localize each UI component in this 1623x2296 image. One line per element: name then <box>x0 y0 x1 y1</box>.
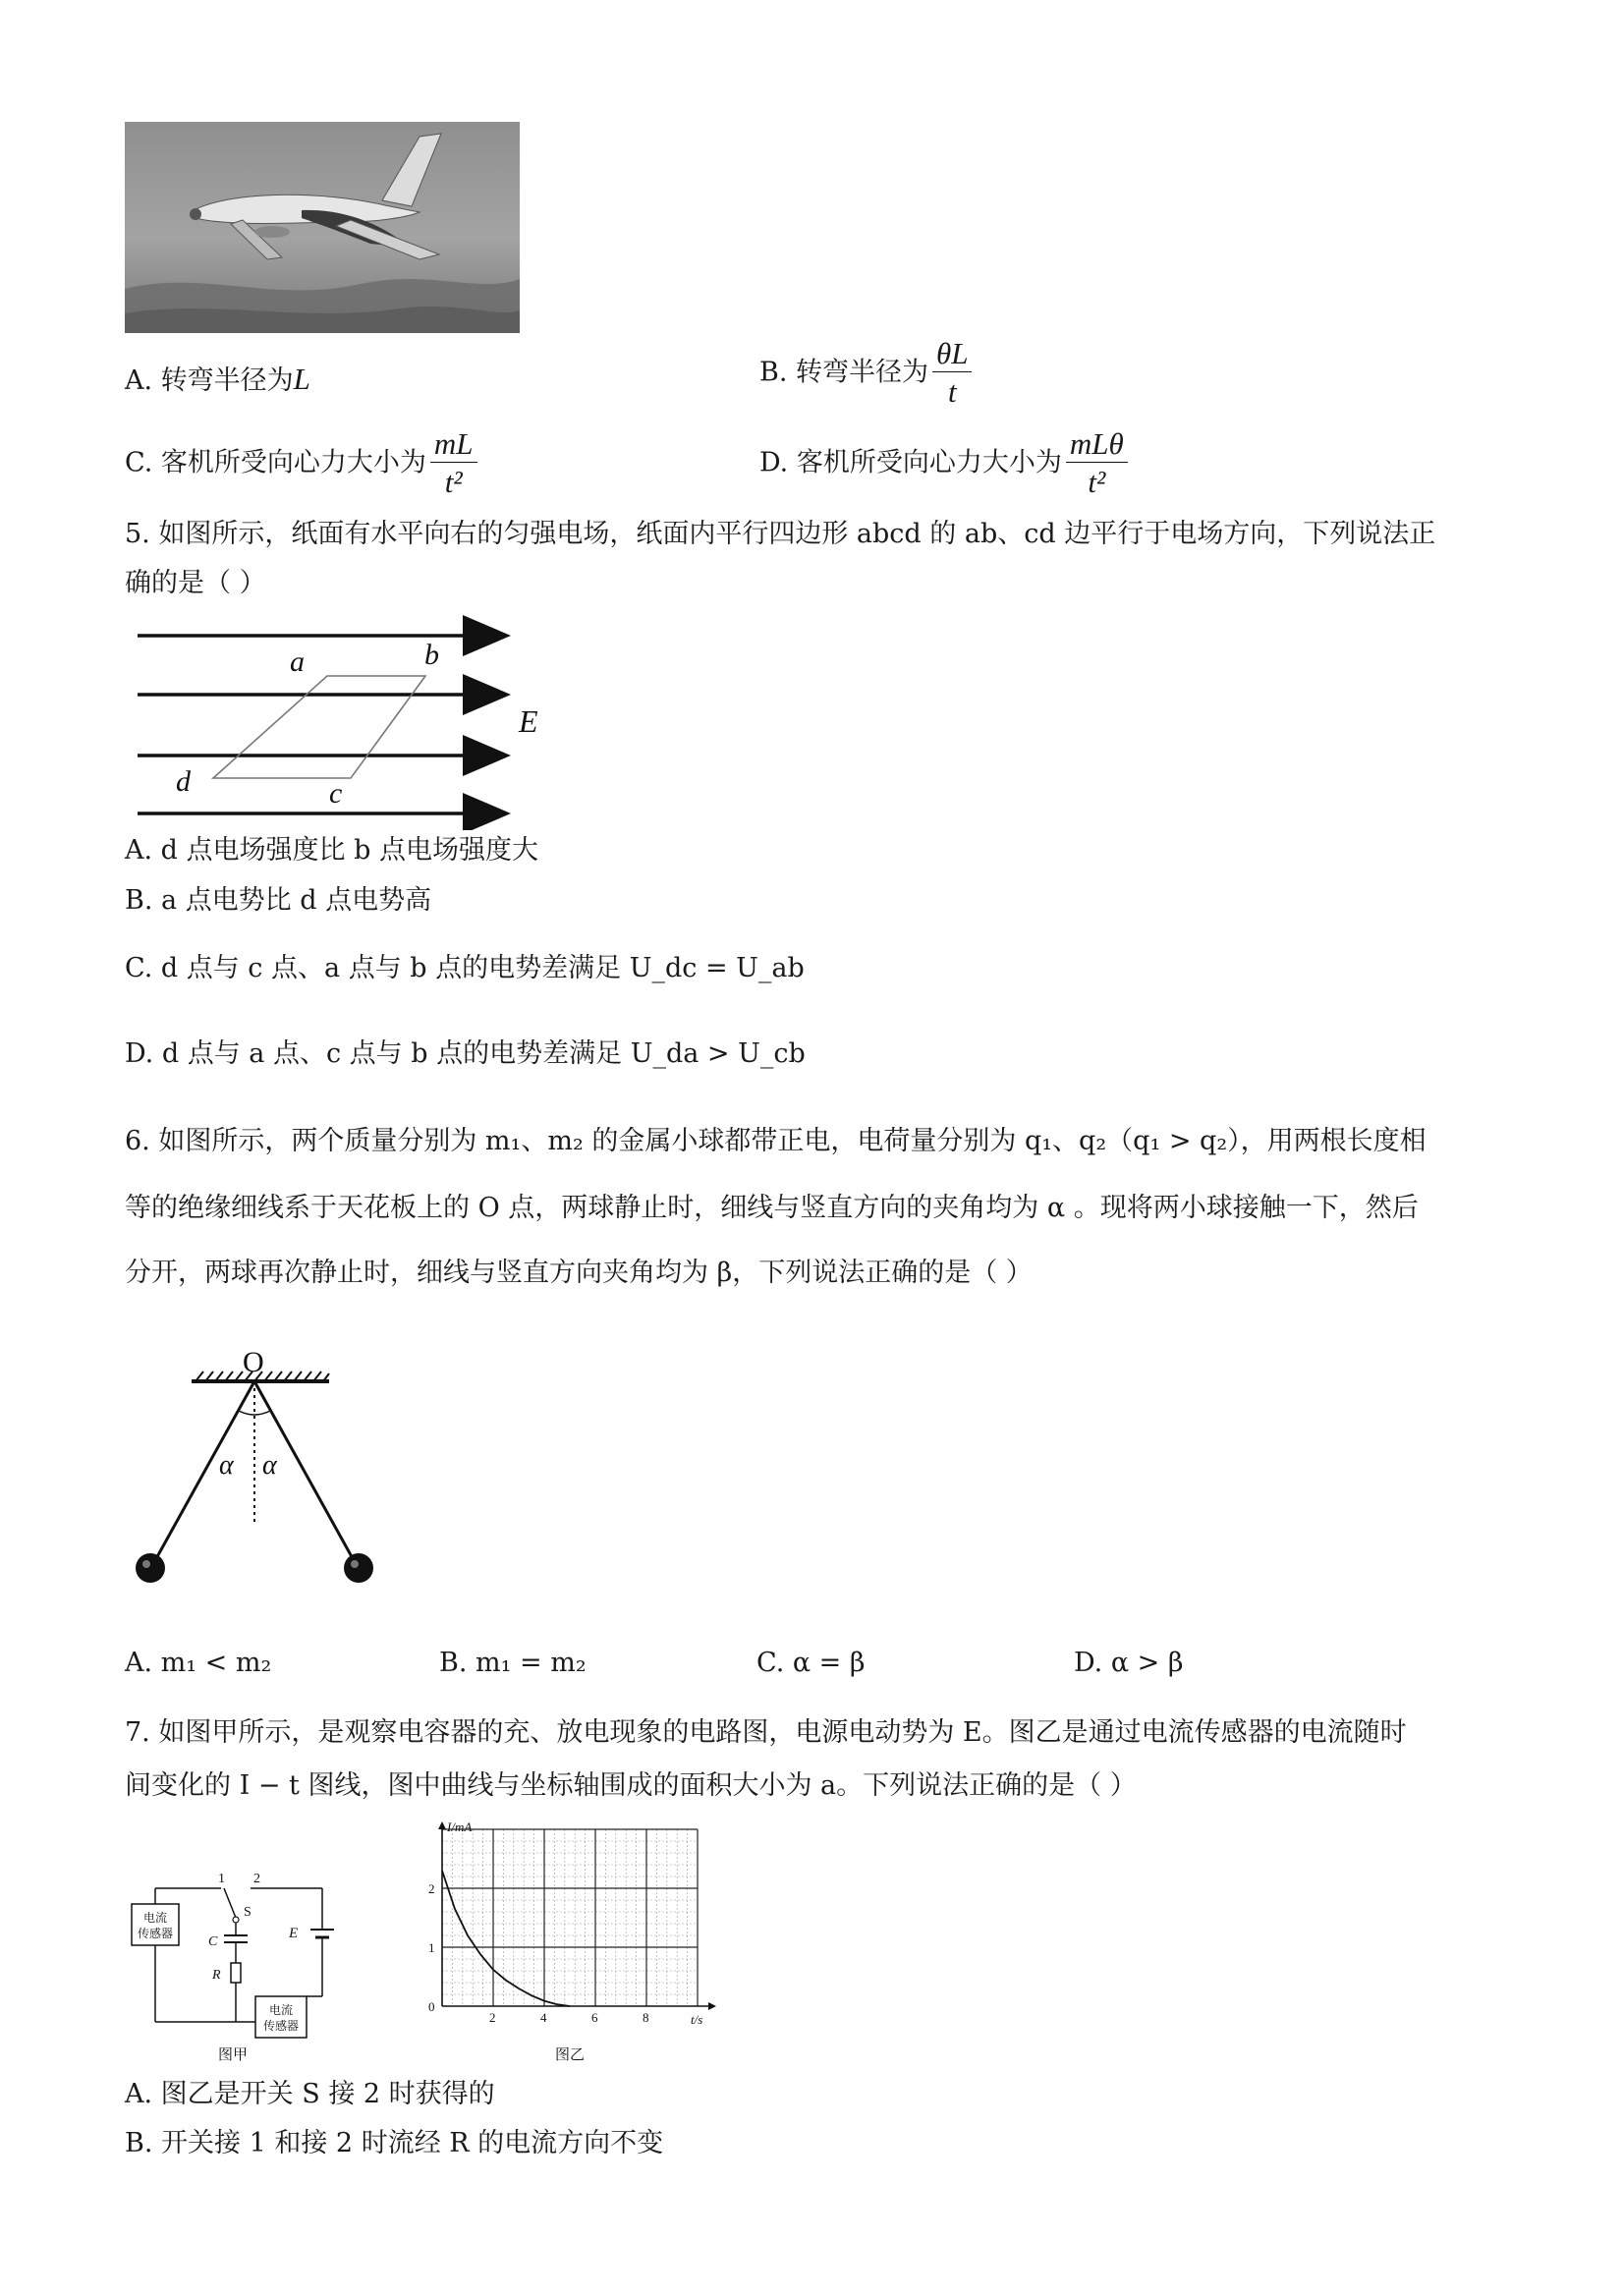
q6-option-b[interactable]: B. m₁ = m₂ <box>439 1648 587 1678</box>
q5-label-E: E <box>519 703 538 739</box>
q4-option-b[interactable] <box>759 338 976 407</box>
q7-sensor1-line1: 电流 <box>142 1911 168 1925</box>
chart-y-tick-label: 1 <box>428 1940 435 1955</box>
q4-option-c-denominator: t² <box>444 465 463 499</box>
q7-label-E: E <box>289 1926 299 1941</box>
q4-option-c-fraction <box>430 428 477 497</box>
q4-option-d-text: D. 客机所受向心力大小为 <box>759 447 1062 478</box>
chart-major-grid <box>442 1829 698 2006</box>
q4-option-d-fraction <box>1066 428 1128 497</box>
q4-option-a-text: A. 转弯半径为 <box>125 365 294 396</box>
chart-y-label: I/mA <box>447 1820 473 1834</box>
q4-option-a[interactable] <box>125 364 310 394</box>
q5-stem-line2: 确的是（ ） <box>125 568 266 598</box>
q7-sensor2-line1: 电流 <box>268 2003 294 2017</box>
q6-stem-line2: 等的绝缘细线系于天花板上的 O 点，两球静止时，细线与竖直方向的夹角均为 α 。现将两小球接触一下，然后 <box>125 1193 1419 1223</box>
chart-x-tick-label: 6 <box>591 2010 598 2025</box>
q5-option-b[interactable]: B. a 点电势比 d 点电势高 <box>125 885 432 916</box>
airplane-photo <box>125 122 520 333</box>
q6-option-c[interactable]: C. α = β <box>756 1648 866 1678</box>
q7-stem-line1: 7. 如图甲所示，是观察电容器的充、放电现象的电路图，电源电动势为 E。图乙是通过电流传感器的电流随时 <box>125 1717 1407 1748</box>
chart-x-tick-label: 2 <box>489 2010 496 2025</box>
chart-x-label: t/s <box>691 2012 703 2027</box>
q5-stem-line1: 5. 如图所示，纸面有水平向右的匀强电场，纸面内平行四边形 abcd 的 ab、cd 边平行于电场方向，下列说法正 <box>125 519 1436 549</box>
q7-option-b[interactable]: B. 开关接 1 和接 2 时流经 R 的电流方向不变 <box>125 2128 664 2158</box>
q7-sensor1-line2: 传感器 <box>137 1927 174 1940</box>
q4-option-c[interactable] <box>125 428 481 497</box>
q4-option-d-denominator: t² <box>1088 465 1106 499</box>
q4-option-d-numerator: mLθ <box>1066 428 1128 463</box>
q7-label-R: R <box>212 1968 221 1983</box>
chart-fine-grid <box>442 1829 698 2006</box>
q7-figure-jia-label: 图甲 <box>218 2047 249 2063</box>
chart-y-tick-label: 2 <box>428 1881 435 1896</box>
q5-label-c: c <box>329 777 343 810</box>
q5-label-b: b <box>424 639 439 671</box>
q5-option-d[interactable]: D. d 点与 a 点、c 点与 b 点的电势差满足 U_da > U_cb <box>125 1038 806 1069</box>
q7-figure-yi-label: 图乙 <box>555 2047 586 2063</box>
q4-option-b-text: B. 转弯半径为 <box>759 357 929 388</box>
q4-option-b-fraction <box>932 338 972 407</box>
q6-stem-line3: 分开，两球再次静止时，细线与竖直方向夹角均为 β，下列说法正确的是（ ） <box>125 1258 1033 1288</box>
q7-label-1: 1 <box>218 1872 225 1886</box>
q7-it-chart <box>418 1818 732 2063</box>
q6-stem-line1: 6. 如图所示，两个质量分别为 m₁、m₂ 的金属小球都带正电，电荷量分别为 q₁、q₂（q₁ > q₂），用两根长度相 <box>125 1126 1427 1156</box>
q6-alpha-right: α <box>262 1450 277 1481</box>
q7-sensor2-line2: 传感器 <box>262 2019 300 2033</box>
q5-option-a[interactable]: A. d 点电场强度比 b 点电场强度大 <box>125 835 538 866</box>
q7-stem-line2: 间变化的 I − t 图线，图中曲线与坐标轴围成的面积大小为 a。下列说法正确的是（ ） <box>125 1770 1137 1801</box>
q7-label-S: S <box>244 1905 252 1920</box>
q5-option-c[interactable]: C. d 点与 c 点、a 点与 b 点的电势差满足 U_dc = U_ab <box>125 953 805 983</box>
q6-label-O: O <box>243 1346 264 1378</box>
q7-option-a[interactable]: A. 图乙是开关 S 接 2 时获得的 <box>125 2079 495 2109</box>
q4-option-c-numerator: mL <box>430 428 477 463</box>
q7-label-C: C <box>208 1934 218 1949</box>
q4-option-d[interactable] <box>759 428 1132 497</box>
q4-option-c-text: C. 客机所受向心力大小为 <box>125 447 426 478</box>
chart-series-line <box>442 1871 570 2006</box>
q4-option-b-denominator: t <box>947 374 957 409</box>
chart-origin-label: 0 <box>428 1999 435 2014</box>
chart-x-tick-label: 8 <box>643 2010 649 2025</box>
q6-alpha-left: α <box>219 1450 234 1481</box>
q5-label-d: d <box>176 765 191 798</box>
q5-field-figure <box>133 614 565 830</box>
q6-option-d[interactable]: D. α > β <box>1074 1648 1184 1678</box>
chart-x-tick-label: 4 <box>540 2010 547 2025</box>
q7-circuit-figure <box>118 1867 354 2063</box>
q4-option-b-numerator: θL <box>932 338 972 372</box>
q4-option-a-var: L <box>293 362 310 396</box>
q7-label-2: 2 <box>253 1872 260 1886</box>
q6-pendulum-figure <box>123 1346 418 1601</box>
q5-label-a: a <box>290 645 305 678</box>
q6-option-a[interactable]: A. m₁ < m₂ <box>125 1648 272 1678</box>
